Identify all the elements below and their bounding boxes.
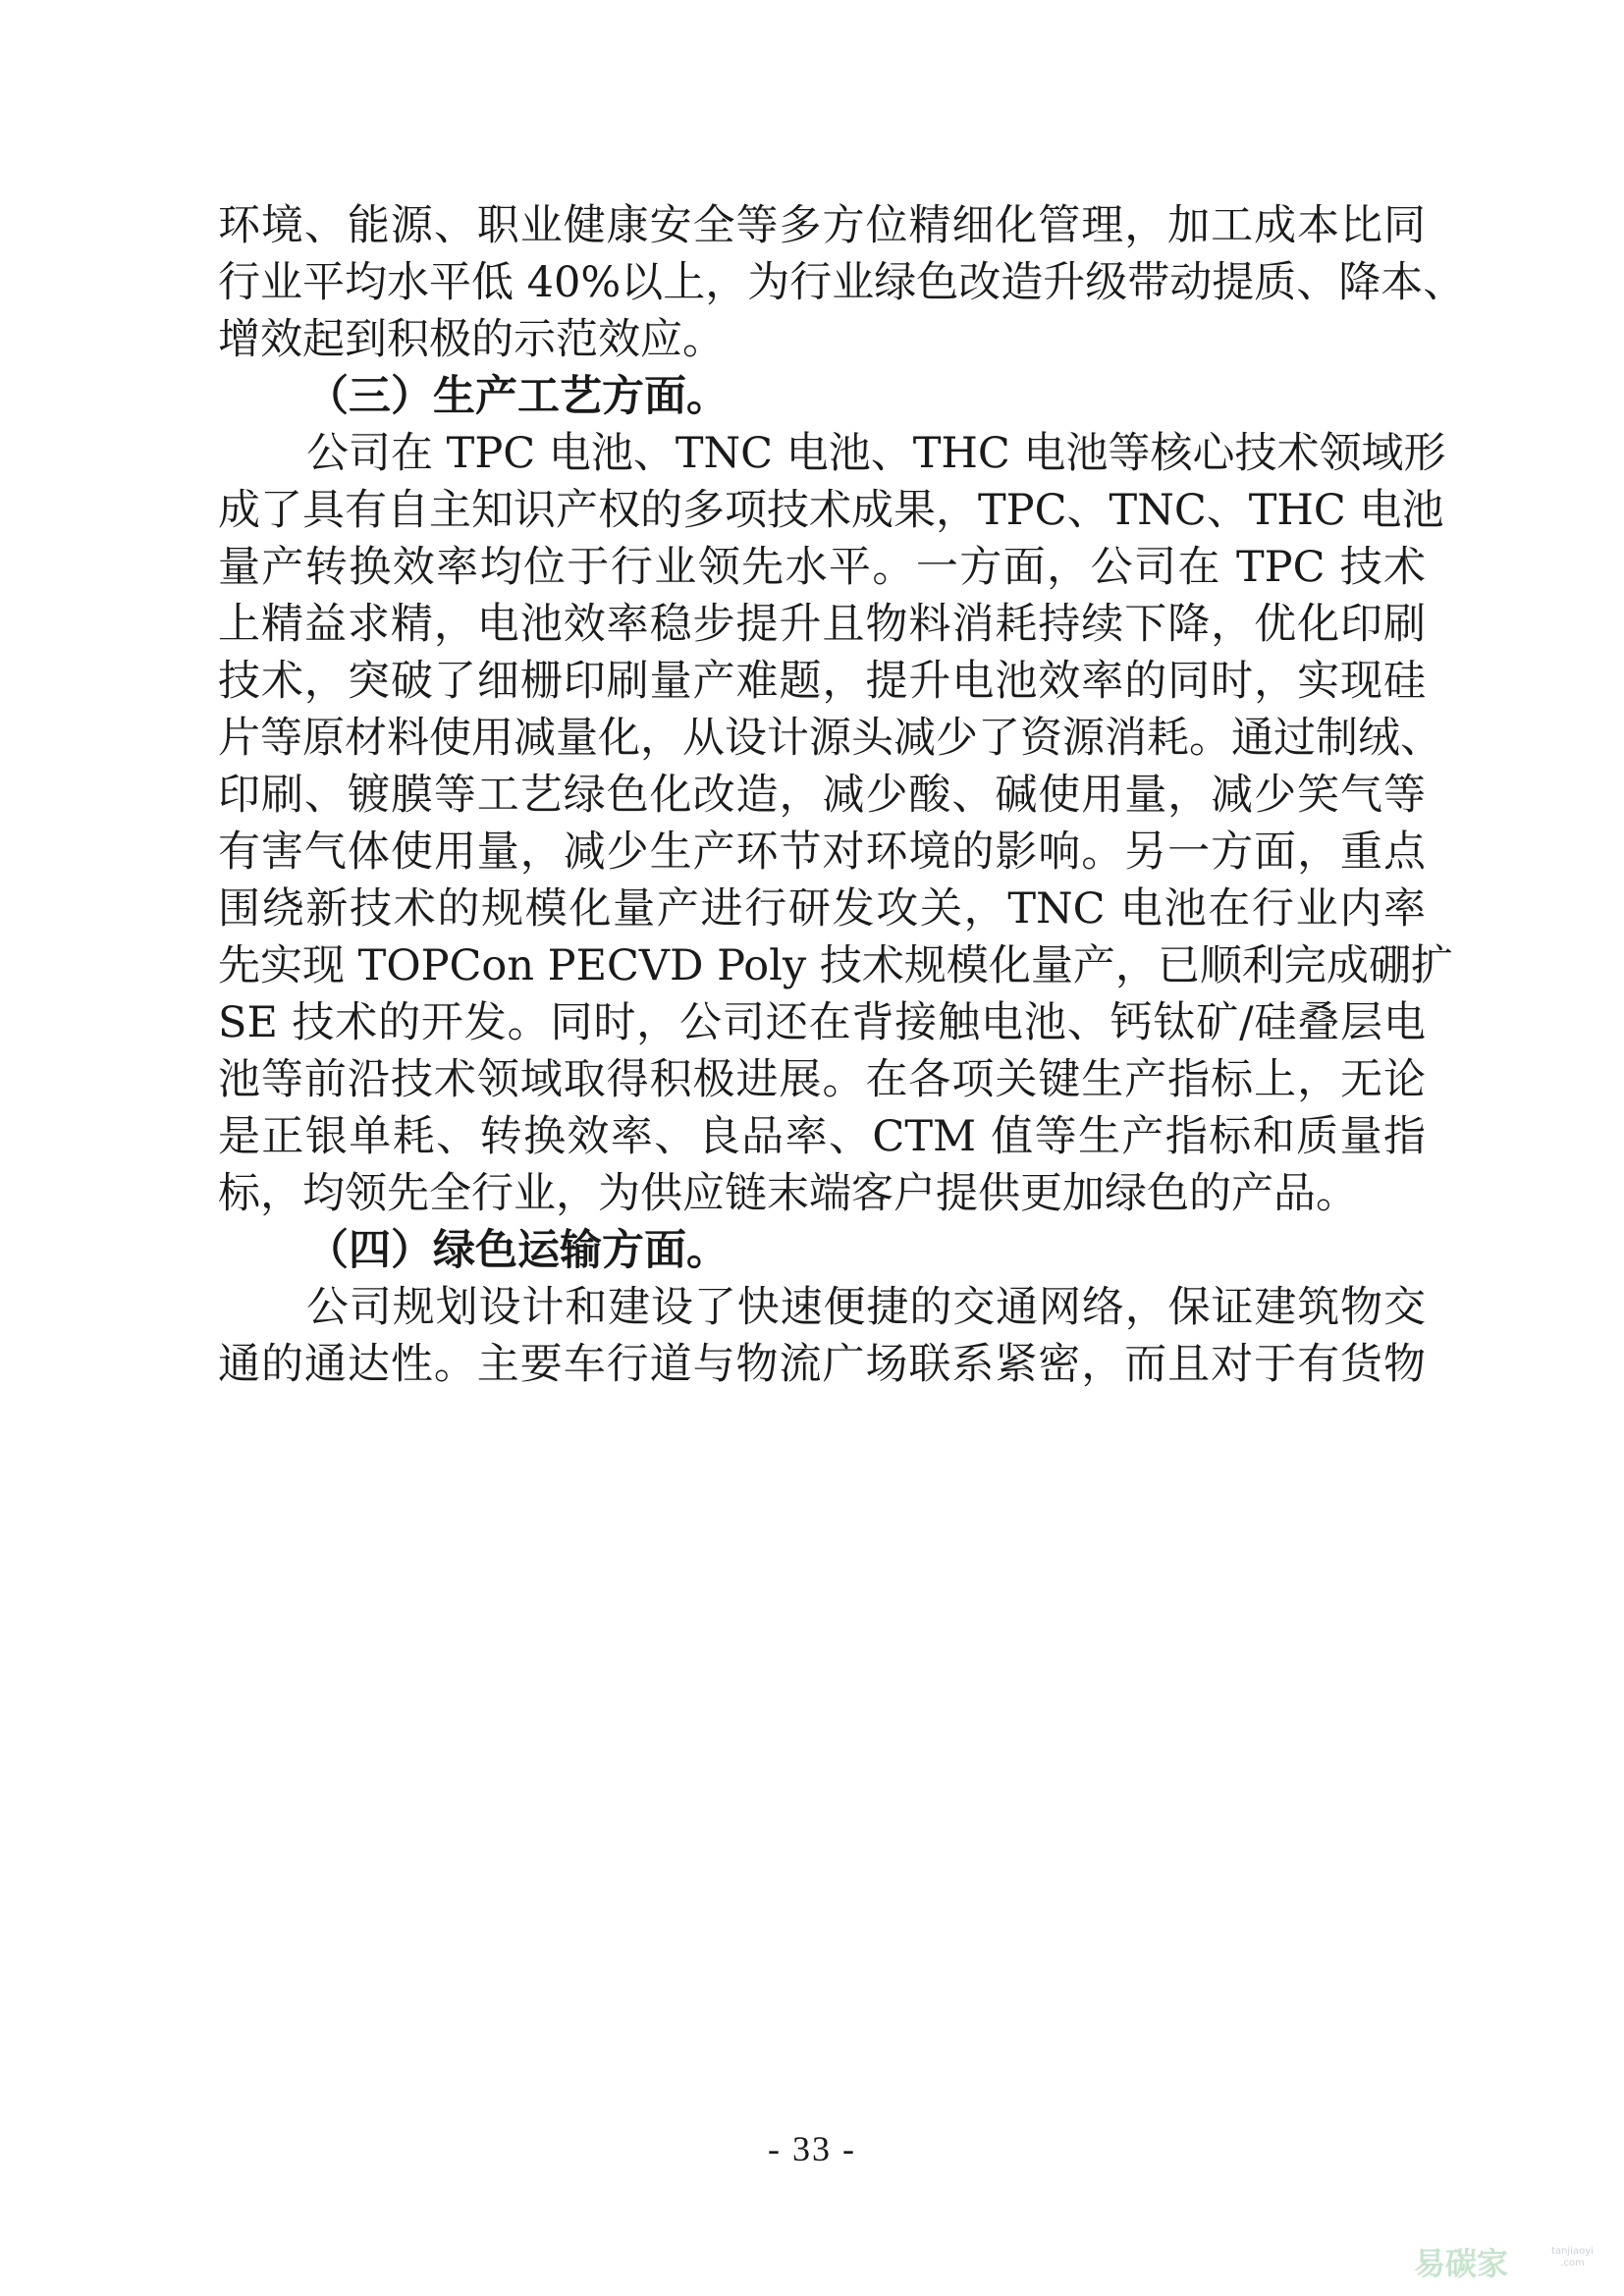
paragraph-line: 印刷、镀膜等工艺绿色化改造，减少酸、碱使用量，减少笑气等	[218, 771, 1426, 820]
paragraph-line: 有害气体使用量，减少生产环节对环境的影响。另一方面，重点	[218, 828, 1426, 877]
paragraph-line: 围绕新技术的规模化量产进行研发攻关，TNC 电池在行业内率	[218, 884, 1426, 934]
paragraph-line: 行业平均水平低 40%以上，为行业绿色改造升级带动提质、降本、	[218, 258, 1466, 307]
watermark-brand: 易碳家	[1414, 2245, 1509, 2282]
paragraph-line: 上精益求精，电池效率稳步提升且物料消耗持续下降，优化印刷	[218, 600, 1426, 649]
paragraph-line: 环境、能源、职业健康安全等多方位精细化管理，加工成本比同	[218, 201, 1426, 250]
paragraph-line: 先实现 TOPCon PECVD Poly 技术规模化量产，已顺利完成硼扩	[218, 941, 1453, 990]
paragraph-line: 片等原材料使用减量化，从设计源头减少了资源消耗。通过制绒、	[218, 714, 1442, 763]
section-heading: （三）生产工艺方面。	[306, 372, 729, 421]
watermark-site-line1: tanjiaoyi	[1551, 2246, 1594, 2257]
paragraph-line: 公司在 TPC 电池、TNC 电池、THC 电池等核心技术领域形	[306, 429, 1446, 478]
watermark-site	[1551, 2246, 1594, 2269]
section-heading: （四）绿色运输方面。	[306, 1226, 729, 1275]
paragraph-line: 池等前沿技术领域取得积极进展。在各项关键生产指标上，无论	[218, 1055, 1426, 1104]
paragraph-line: 标，均领先全行业，为供应链末端客户提供更加绿色的产品。	[218, 1169, 1358, 1218]
paragraph-line: 公司规划设计和建设了快速便捷的交通网络，保证建筑物交	[306, 1283, 1426, 1332]
paragraph-line: 技术，突破了细栅印刷量产难题，提升电池效率的同时，实现硅	[218, 657, 1426, 706]
paragraph-line: 是正银单耗、转换效率、良品率、CTM 值等生产指标和质量指	[218, 1112, 1426, 1161]
watermark-logo	[1414, 2244, 1610, 2287]
paragraph-line: SE 技术的开发。同时，公司还在背接触电池、钙钛矿/硅叠层电	[218, 998, 1426, 1047]
paragraph-line: 量产转换效率均位于行业领先水平。一方面，公司在 TPC 技术	[218, 543, 1426, 592]
watermark-site-line2: .com	[1560, 2258, 1585, 2269]
page-number: - 33 -	[768, 2129, 856, 2168]
paragraph-line: 通的通达性。主要车行道与物流广场联系紧密，而且对于有货物	[218, 1340, 1426, 1389]
paragraph-line: 成了具有自主知识产权的多项技术成果，TPC、TNC、THC 电池	[218, 486, 1444, 535]
paragraph-line: 增效起到积极的示范效应。	[218, 315, 725, 364]
